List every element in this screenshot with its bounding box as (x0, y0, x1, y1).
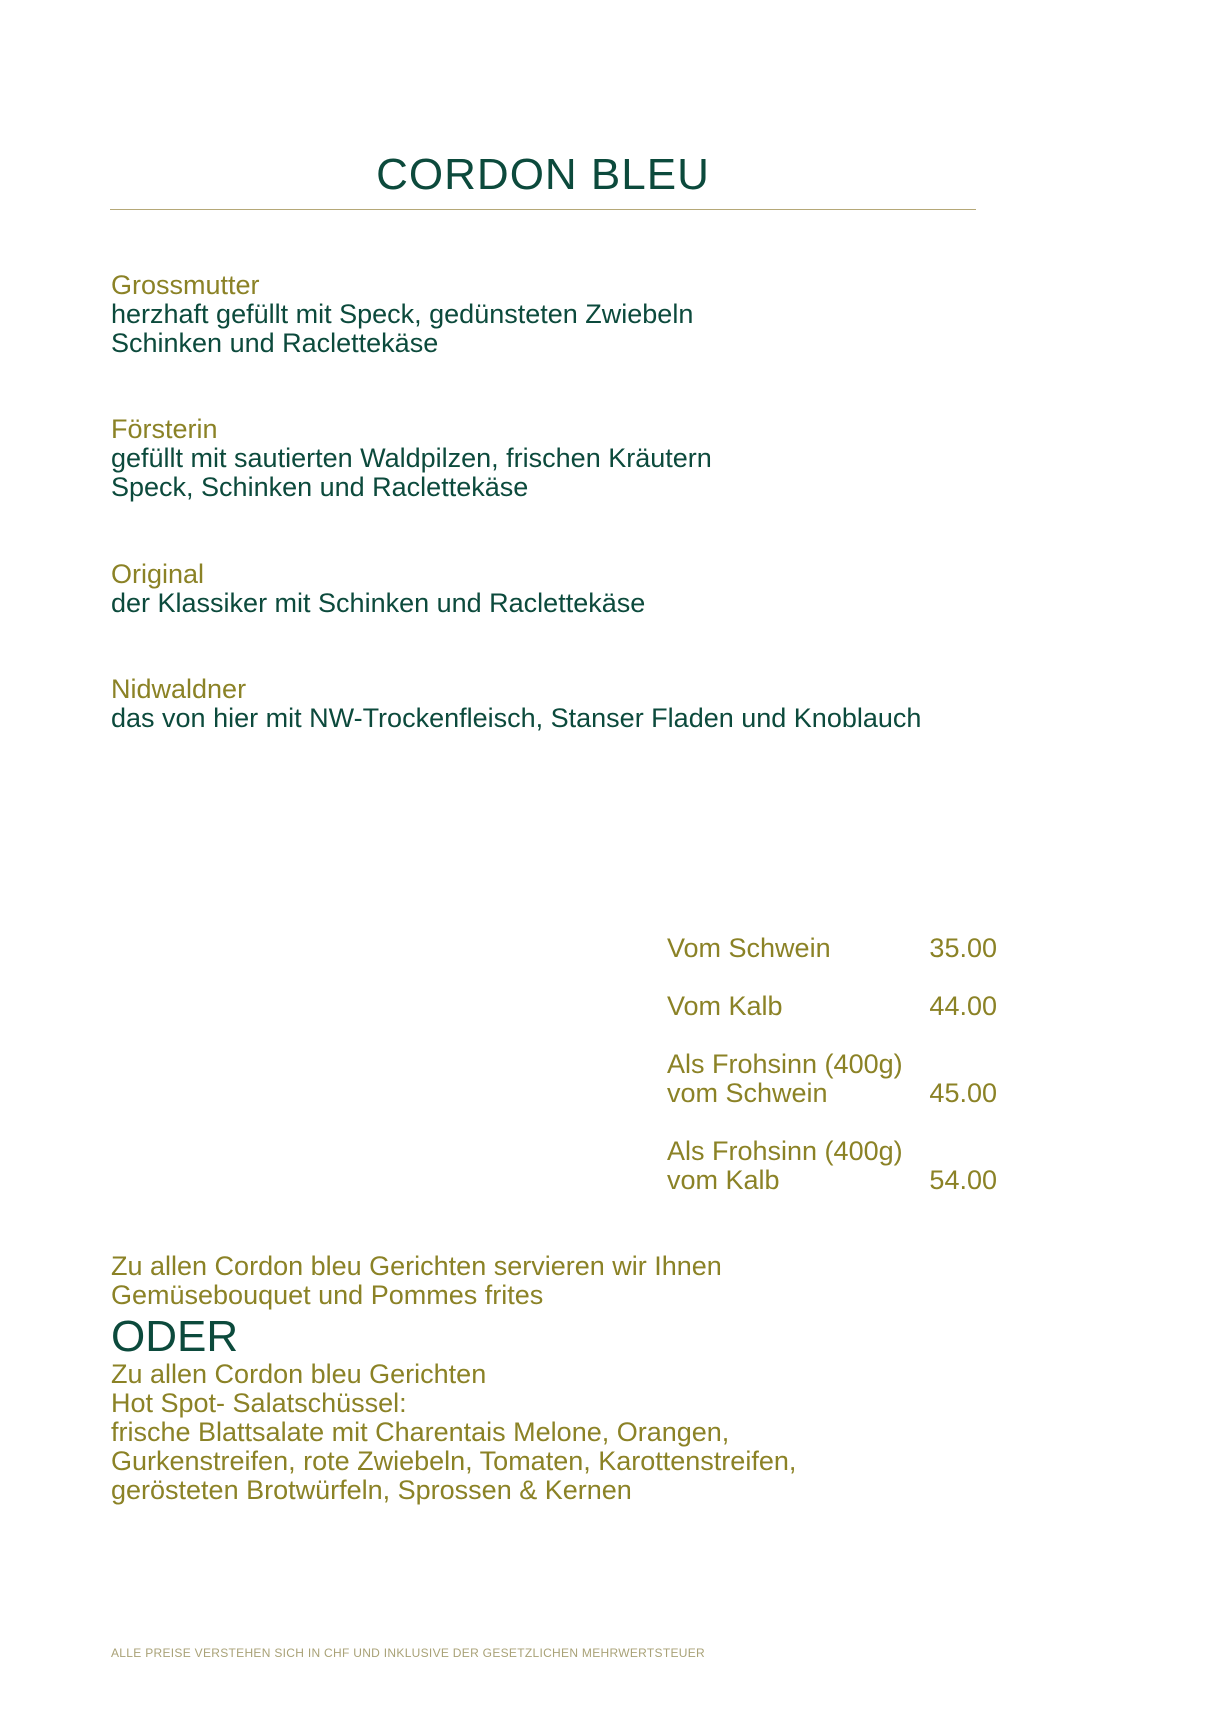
price-label: vom Schwein (667, 1078, 828, 1108)
dish-description-line: Speck, Schinken und Raclettekäse (111, 472, 529, 502)
page-title: CORDON BLEU (376, 150, 710, 199)
price-list (667, 934, 997, 1224)
price-value: 45.00 (929, 1078, 997, 1108)
price-item (667, 992, 997, 1021)
dish-name: Nidwaldner (111, 674, 247, 704)
dish-name: Försterin (111, 414, 218, 444)
price-item (667, 1137, 997, 1195)
price-value: 35.00 (929, 933, 997, 963)
title-divider (110, 209, 976, 210)
dish-description-line: gefüllt mit sautierten Waldpilzen, frischen Kräutern (111, 443, 712, 473)
note-salad-bowl: Zu allen Cordon bleu Gerichten Hot Spot- Salatschüssel: frische Blattsalate mit Charentais Melone, Orangen, Gurkenstreifen, rote Zwiebeln, Tomaten, Karottenstreifen, gerösteten Brotwürfeln, Sprossen & Kernen (111, 1359, 797, 1505)
price-disclaimer-footer: ALLE PREISE VERSTEHEN SICH IN CHF UND INKLUSIVE DER GESETZLICHEN MEHRWERTSTEUER (111, 1646, 706, 1660)
price-label: Vom Schwein (667, 933, 831, 963)
dish-description-line: das von hier mit NW-Trockenfleisch, Stanser Fladen und Knoblauch (111, 703, 922, 733)
dish-name: Grossmutter (111, 270, 260, 300)
dish-foersterin (111, 415, 1011, 502)
price-item (667, 934, 997, 963)
note-vegetables-fries: Zu allen Cordon bleu Gerichten servieren wir Ihnen Gemüsebouquet und Pommes frites (111, 1251, 722, 1310)
price-label: vom Kalb (667, 1165, 780, 1195)
dish-original (111, 560, 1011, 618)
dish-description-line: der Klassiker mit Schinken und Raclettekäse (111, 588, 646, 618)
price-item (667, 1050, 997, 1108)
dish-nidwaldner (111, 675, 1011, 733)
price-value: 54.00 (929, 1165, 997, 1195)
price-value: 44.00 (929, 991, 997, 1021)
price-heading: Als Frohsinn (400g) (667, 1049, 903, 1079)
price-heading: Als Frohsinn (400g) (667, 1136, 903, 1166)
dish-name: Original (111, 559, 205, 589)
dish-grossmutter (111, 271, 1011, 358)
dish-description-line: Schinken und Raclettekäse (111, 328, 439, 358)
side-dish-notes (111, 1252, 1011, 1505)
price-label: Vom Kalb (667, 991, 783, 1021)
oder-heading: ODER (111, 1312, 239, 1361)
dish-description-line: herzhaft gefüllt mit Speck, gedünsteten Zwiebeln (111, 299, 694, 329)
